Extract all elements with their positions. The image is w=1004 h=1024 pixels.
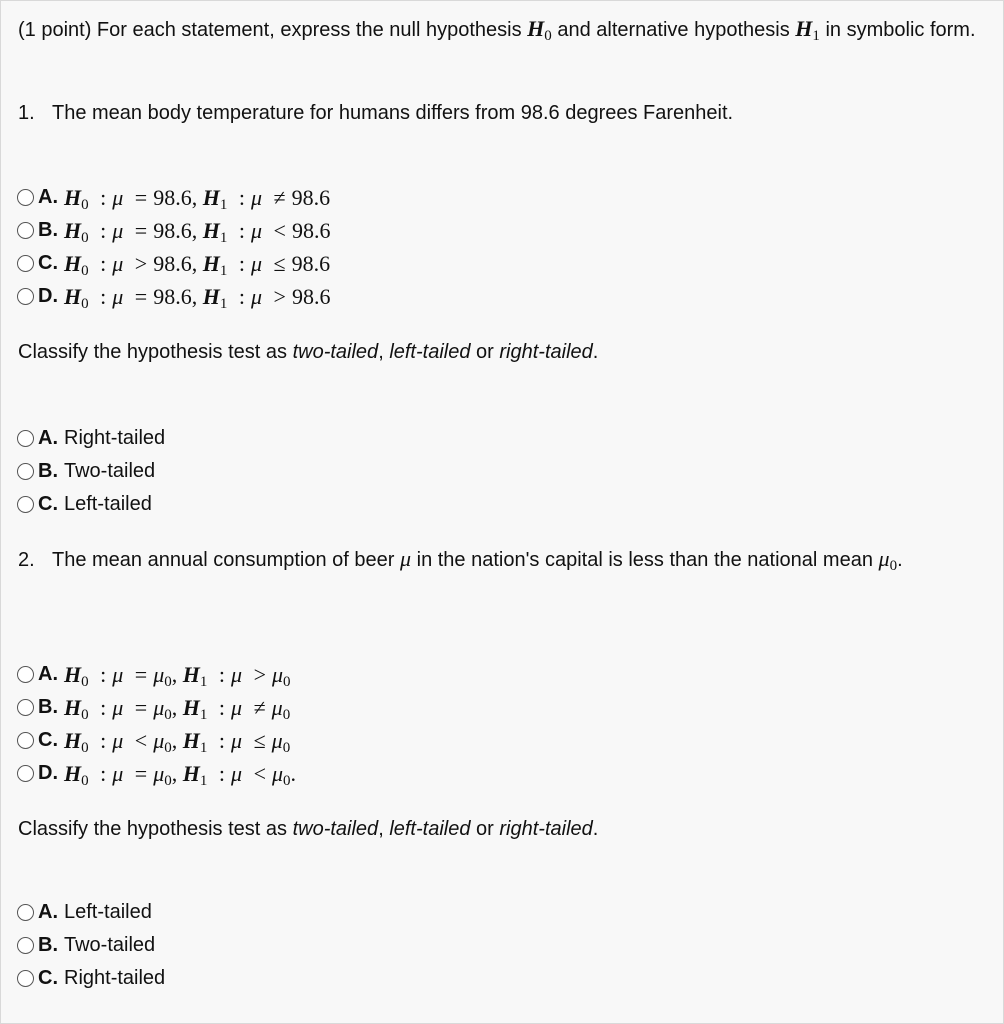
- radio-button[interactable]: [17, 255, 34, 272]
- q1-option-a[interactable]: A. H0 : μ = 98.6, H1 : μ ≠ 98.6: [17, 181, 330, 214]
- question-1-tail-options: [17, 422, 165, 521]
- q1-tail-option-c[interactable]: C. Left-tailed: [17, 488, 165, 521]
- radio-button[interactable]: [17, 496, 34, 513]
- question-2-statement: 2. The mean annual consumption of beer μ in the nation's capital is less than the national mean $\mu_0$.: [18, 546, 903, 574]
- question-2-classify-prompt: Classify the hypothesis test as two-tailed, left-tailed or right-tailed.: [18, 818, 599, 840]
- radio-button[interactable]: [17, 699, 34, 716]
- radio-button[interactable]: [17, 732, 34, 749]
- q2-option-d[interactable]: D. H0 : μ = μ0, H1 : μ < μ0.: [17, 757, 296, 790]
- question-1-hypothesis-options: [17, 181, 330, 313]
- q1-option-d[interactable]: D. H0 : μ = 98.6, H1 : μ > 98.6: [17, 280, 330, 313]
- radio-button[interactable]: [17, 463, 34, 480]
- q2-option-a[interactable]: A. H0 : μ = μ0, H1 : μ > μ0: [17, 658, 296, 691]
- q2-tail-option-b[interactable]: B. Two-tailed: [17, 929, 165, 962]
- q1-tail-option-b[interactable]: B. Two-tailed: [17, 455, 165, 488]
- q1-tail-option-a[interactable]: A. Right-tailed: [17, 422, 165, 455]
- problem-intro: (1 point) For each statement, express the null hypothesis $H_0$ and alternative hypothesis $H_1$ in symbolic form.: [18, 16, 976, 44]
- radio-button[interactable]: [17, 765, 34, 782]
- question-2-hypothesis-options: [17, 658, 296, 790]
- q1-option-c[interactable]: C. H0 : μ > 98.6, H1 : μ ≤ 98.6: [17, 247, 330, 280]
- radio-button[interactable]: [17, 970, 34, 987]
- question-1-classify-prompt: Classify the hypothesis test as two-tailed, left-tailed or right-tailed.: [18, 341, 599, 363]
- q2-tail-option-c[interactable]: C. Right-tailed: [17, 962, 165, 995]
- radio-button[interactable]: [17, 189, 34, 206]
- question-1-statement: 1. The mean body temperature for humans differs from 98.6 degrees Farenheit.: [18, 102, 734, 124]
- radio-button[interactable]: [17, 288, 34, 305]
- radio-button[interactable]: [17, 666, 34, 683]
- radio-button[interactable]: [17, 937, 34, 954]
- q2-option-c[interactable]: C. H0 : μ < μ0, H1 : μ ≤ μ0: [17, 724, 296, 757]
- question-2-tail-options: [17, 896, 165, 995]
- radio-button[interactable]: [17, 222, 34, 239]
- q1-option-b[interactable]: B. H0 : μ = 98.6, H1 : μ < 98.6: [17, 214, 330, 247]
- q2-option-b[interactable]: B. H0 : μ = μ0, H1 : μ ≠ μ0: [17, 691, 296, 724]
- q2-tail-option-a[interactable]: A. Left-tailed: [17, 896, 165, 929]
- radio-button[interactable]: [17, 904, 34, 921]
- radio-button[interactable]: [17, 430, 34, 447]
